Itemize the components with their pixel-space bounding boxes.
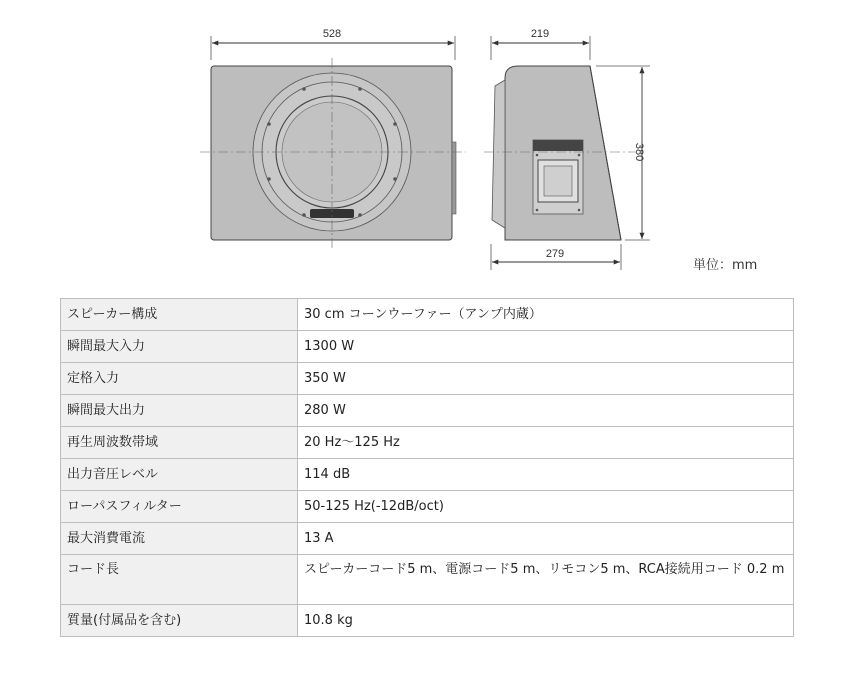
spec-label: 瞬間最大入力 bbox=[61, 331, 298, 363]
spec-value: 1300 W bbox=[298, 331, 794, 363]
side-top-depth-label: 219 bbox=[530, 28, 550, 40]
spec-label: 質量(付属品を含む) bbox=[61, 605, 298, 637]
spec-label: ローパスフィルター bbox=[61, 491, 298, 523]
side-bottom-depth-label: 279 bbox=[545, 248, 565, 260]
spec-label: スピーカー構成 bbox=[61, 299, 298, 331]
spec-value: 114 dB bbox=[298, 459, 794, 491]
spec-value: 280 W bbox=[298, 395, 794, 427]
front-width-label: 528 bbox=[322, 28, 342, 40]
spec-row bbox=[61, 459, 794, 491]
spec-row bbox=[61, 555, 794, 605]
spec-row bbox=[61, 523, 794, 555]
front-view bbox=[200, 28, 466, 248]
dimension-diagram bbox=[0, 0, 859, 290]
spec-value: 50-125 Hz(-12dB/oct) bbox=[298, 491, 794, 523]
spec-label: 瞬間最大出力 bbox=[61, 395, 298, 427]
height-label: 380 bbox=[633, 142, 645, 162]
spec-row bbox=[61, 299, 794, 331]
spec-label: コード長 bbox=[61, 555, 298, 605]
spec-label: 定格入力 bbox=[61, 363, 298, 395]
spec-row bbox=[61, 605, 794, 637]
unit-label: 単位：mm bbox=[693, 258, 758, 273]
spec-row bbox=[61, 395, 794, 427]
spec-value: 350 W bbox=[298, 363, 794, 395]
spec-label: 再生周波数帯域 bbox=[61, 427, 298, 459]
spec-value: 20 Hz～125 Hz bbox=[298, 427, 794, 459]
spec-row bbox=[61, 331, 794, 363]
side-view bbox=[484, 28, 650, 270]
spec-value: 10.8 kg bbox=[298, 605, 794, 637]
spec-row bbox=[61, 491, 794, 523]
spec-value: 30 cm コーンウーファー（アンプ内蔵） bbox=[298, 299, 794, 331]
spec-row bbox=[61, 363, 794, 395]
spec-label: 最大消費電流 bbox=[61, 523, 298, 555]
spec-row bbox=[61, 427, 794, 459]
spec-value: スピーカーコード5 m、電源コード5 m、リモコン5 m、RCA接続用コード 0.2 m bbox=[298, 555, 794, 605]
spec-table bbox=[60, 298, 794, 637]
spec-label: 出力音圧レベル bbox=[61, 459, 298, 491]
spec-value: 13 A bbox=[298, 523, 794, 555]
